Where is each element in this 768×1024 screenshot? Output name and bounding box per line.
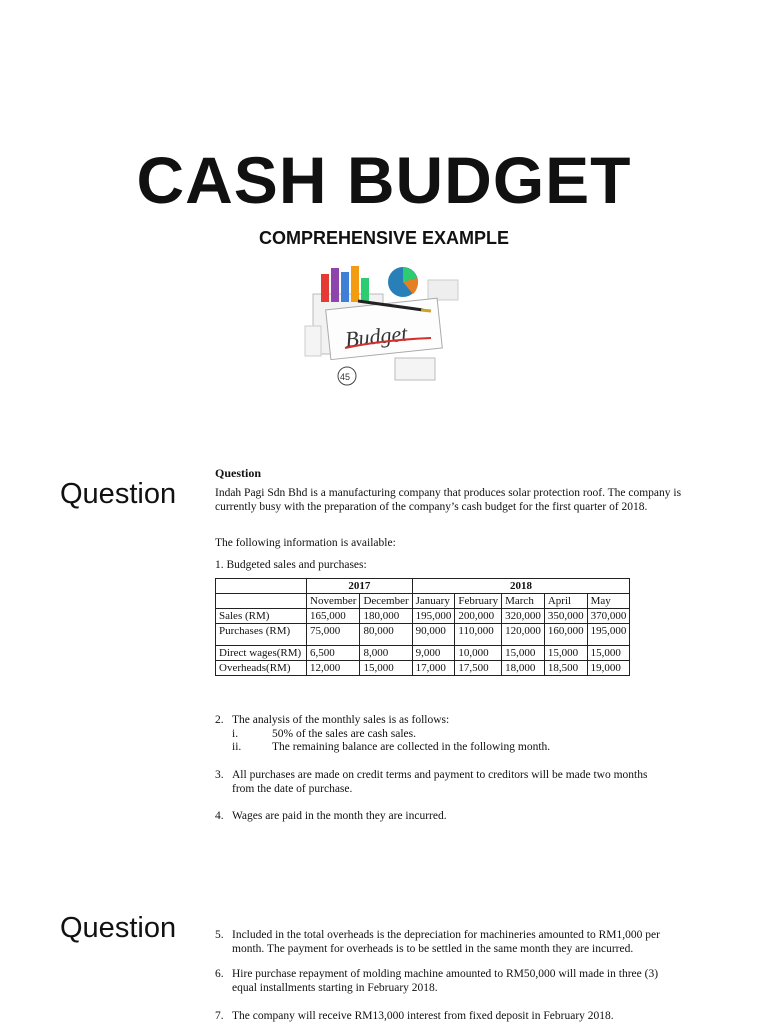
table-cell: 10,000 — [455, 646, 502, 661]
budget-image-badge: 45 — [340, 372, 351, 382]
table-row — [216, 624, 630, 646]
item-3-num: 3. — [215, 769, 224, 781]
table-cell: 17,000 — [412, 661, 455, 676]
table-cell: 200,000 — [455, 609, 502, 624]
table-cell: 165,000 — [307, 609, 360, 624]
table-row — [216, 646, 630, 661]
table-cell: 12,000 — [307, 661, 360, 676]
item-6 — [215, 968, 685, 995]
row-label: Direct wages(RM) — [216, 646, 307, 661]
item-5-num: 5. — [215, 929, 224, 941]
question-heading: Question — [215, 466, 262, 480]
row-label: Sales (RM) — [216, 609, 307, 624]
item-2-text: The analysis of the monthly sales is as follows: — [232, 714, 450, 726]
table-cell: 15,000 — [544, 646, 587, 661]
table-row — [216, 661, 630, 676]
table-cell: 320,000 — [502, 609, 545, 624]
month-header: May — [587, 594, 630, 609]
table-cell: 15,000 — [360, 661, 412, 676]
item-7-num: 7. — [215, 1010, 224, 1022]
item-4-num: 4. — [215, 810, 224, 822]
table-cell: 195,000 — [412, 609, 455, 624]
item-2-ii-text: The remaining balance are collected in the following month. — [272, 741, 551, 753]
month-header: January — [412, 594, 455, 609]
available-text: The following information is available: — [215, 537, 396, 549]
item-2 — [215, 714, 685, 755]
budget-illustration — [303, 266, 463, 388]
slide-title: CASH BUDGET — [136, 143, 632, 217]
item-6-num: 6. — [215, 968, 224, 980]
item-2-ii-num: ii. — [232, 741, 242, 753]
item-5 — [215, 929, 685, 956]
table-cell: 80,000 — [360, 624, 412, 646]
year-2018-header: 2018 — [412, 579, 630, 594]
table-cell: 9,000 — [412, 646, 455, 661]
table-corner-2 — [216, 594, 307, 609]
table-cell: 160,000 — [544, 624, 587, 646]
table-cell: 350,000 — [544, 609, 587, 624]
item-3 — [215, 769, 685, 796]
item-6-text: Hire purchase repayment of molding machine amounted to RM50,000 will made in three (3) equal installments starting in February 2018. — [232, 968, 659, 994]
table-cell: 370,000 — [587, 609, 630, 624]
table-cell: 6,500 — [307, 646, 360, 661]
year-2017-header: 2017 — [307, 579, 413, 594]
table-cell: 8,000 — [360, 646, 412, 661]
table-cell: 110,000 — [455, 624, 502, 646]
table-cell: 75,000 — [307, 624, 360, 646]
item-1-text: 1. Budgeted sales and purchases: — [215, 559, 367, 571]
item-7-text: The company will receive RM13,000 interest from fixed deposit in February 2018. — [232, 1010, 614, 1022]
month-header: November — [307, 594, 360, 609]
table-cell: 180,000 — [360, 609, 412, 624]
table-cell: 18,500 — [544, 661, 587, 676]
item-7 — [215, 1010, 685, 1024]
item-3-text: All purchases are made on credit terms and payment to creditors will be made two months from the date of purchase. — [232, 769, 648, 795]
table-corner — [216, 579, 307, 594]
slide-subtitle: COMPREHENSIVE EXAMPLE — [258, 228, 510, 248]
month-header: December — [360, 594, 412, 609]
table-cell: 18,000 — [502, 661, 545, 676]
budget-table — [215, 578, 630, 676]
table-cell: 120,000 — [502, 624, 545, 646]
table-cell: 15,000 — [502, 646, 545, 661]
row-label: Purchases (RM) — [216, 624, 307, 646]
table-cell: 195,000 — [587, 624, 630, 646]
item-2-num: 2. — [215, 714, 224, 726]
item-4 — [215, 810, 685, 824]
month-header: April — [544, 594, 587, 609]
month-header: March — [502, 594, 545, 609]
item-5-text: Included in the total overheads is the depreciation for machineries amounted to RM1,000 per month. The payment for overheads is to be settled in the same month they are incurred. — [232, 929, 660, 955]
table-cell: 17,500 — [455, 661, 502, 676]
item-2-i-num: i. — [232, 727, 239, 740]
intro-paragraph: Indah Pagi Sdn Bhd is a manufacturing company that produces solar protection roof. The company is currently busy with the preparation of the company’s cash budget for the first quarter of 2018. — [215, 487, 682, 513]
budget-image-label: Budget — [343, 320, 409, 352]
row-label: Overheads(RM) — [216, 661, 307, 676]
table-row — [216, 609, 630, 624]
item-4-text: Wages are paid in the month they are incurred. — [232, 810, 447, 822]
slide-label-question-2: Question — [60, 912, 177, 944]
table-cell: 90,000 — [412, 624, 455, 646]
item-2-i-text: 50% of the sales are cash sales. — [272, 727, 417, 740]
month-header: February — [455, 594, 502, 609]
table-cell: 19,000 — [587, 661, 630, 676]
table-cell: 15,000 — [587, 646, 630, 661]
slide-label-question: Question — [60, 478, 177, 510]
